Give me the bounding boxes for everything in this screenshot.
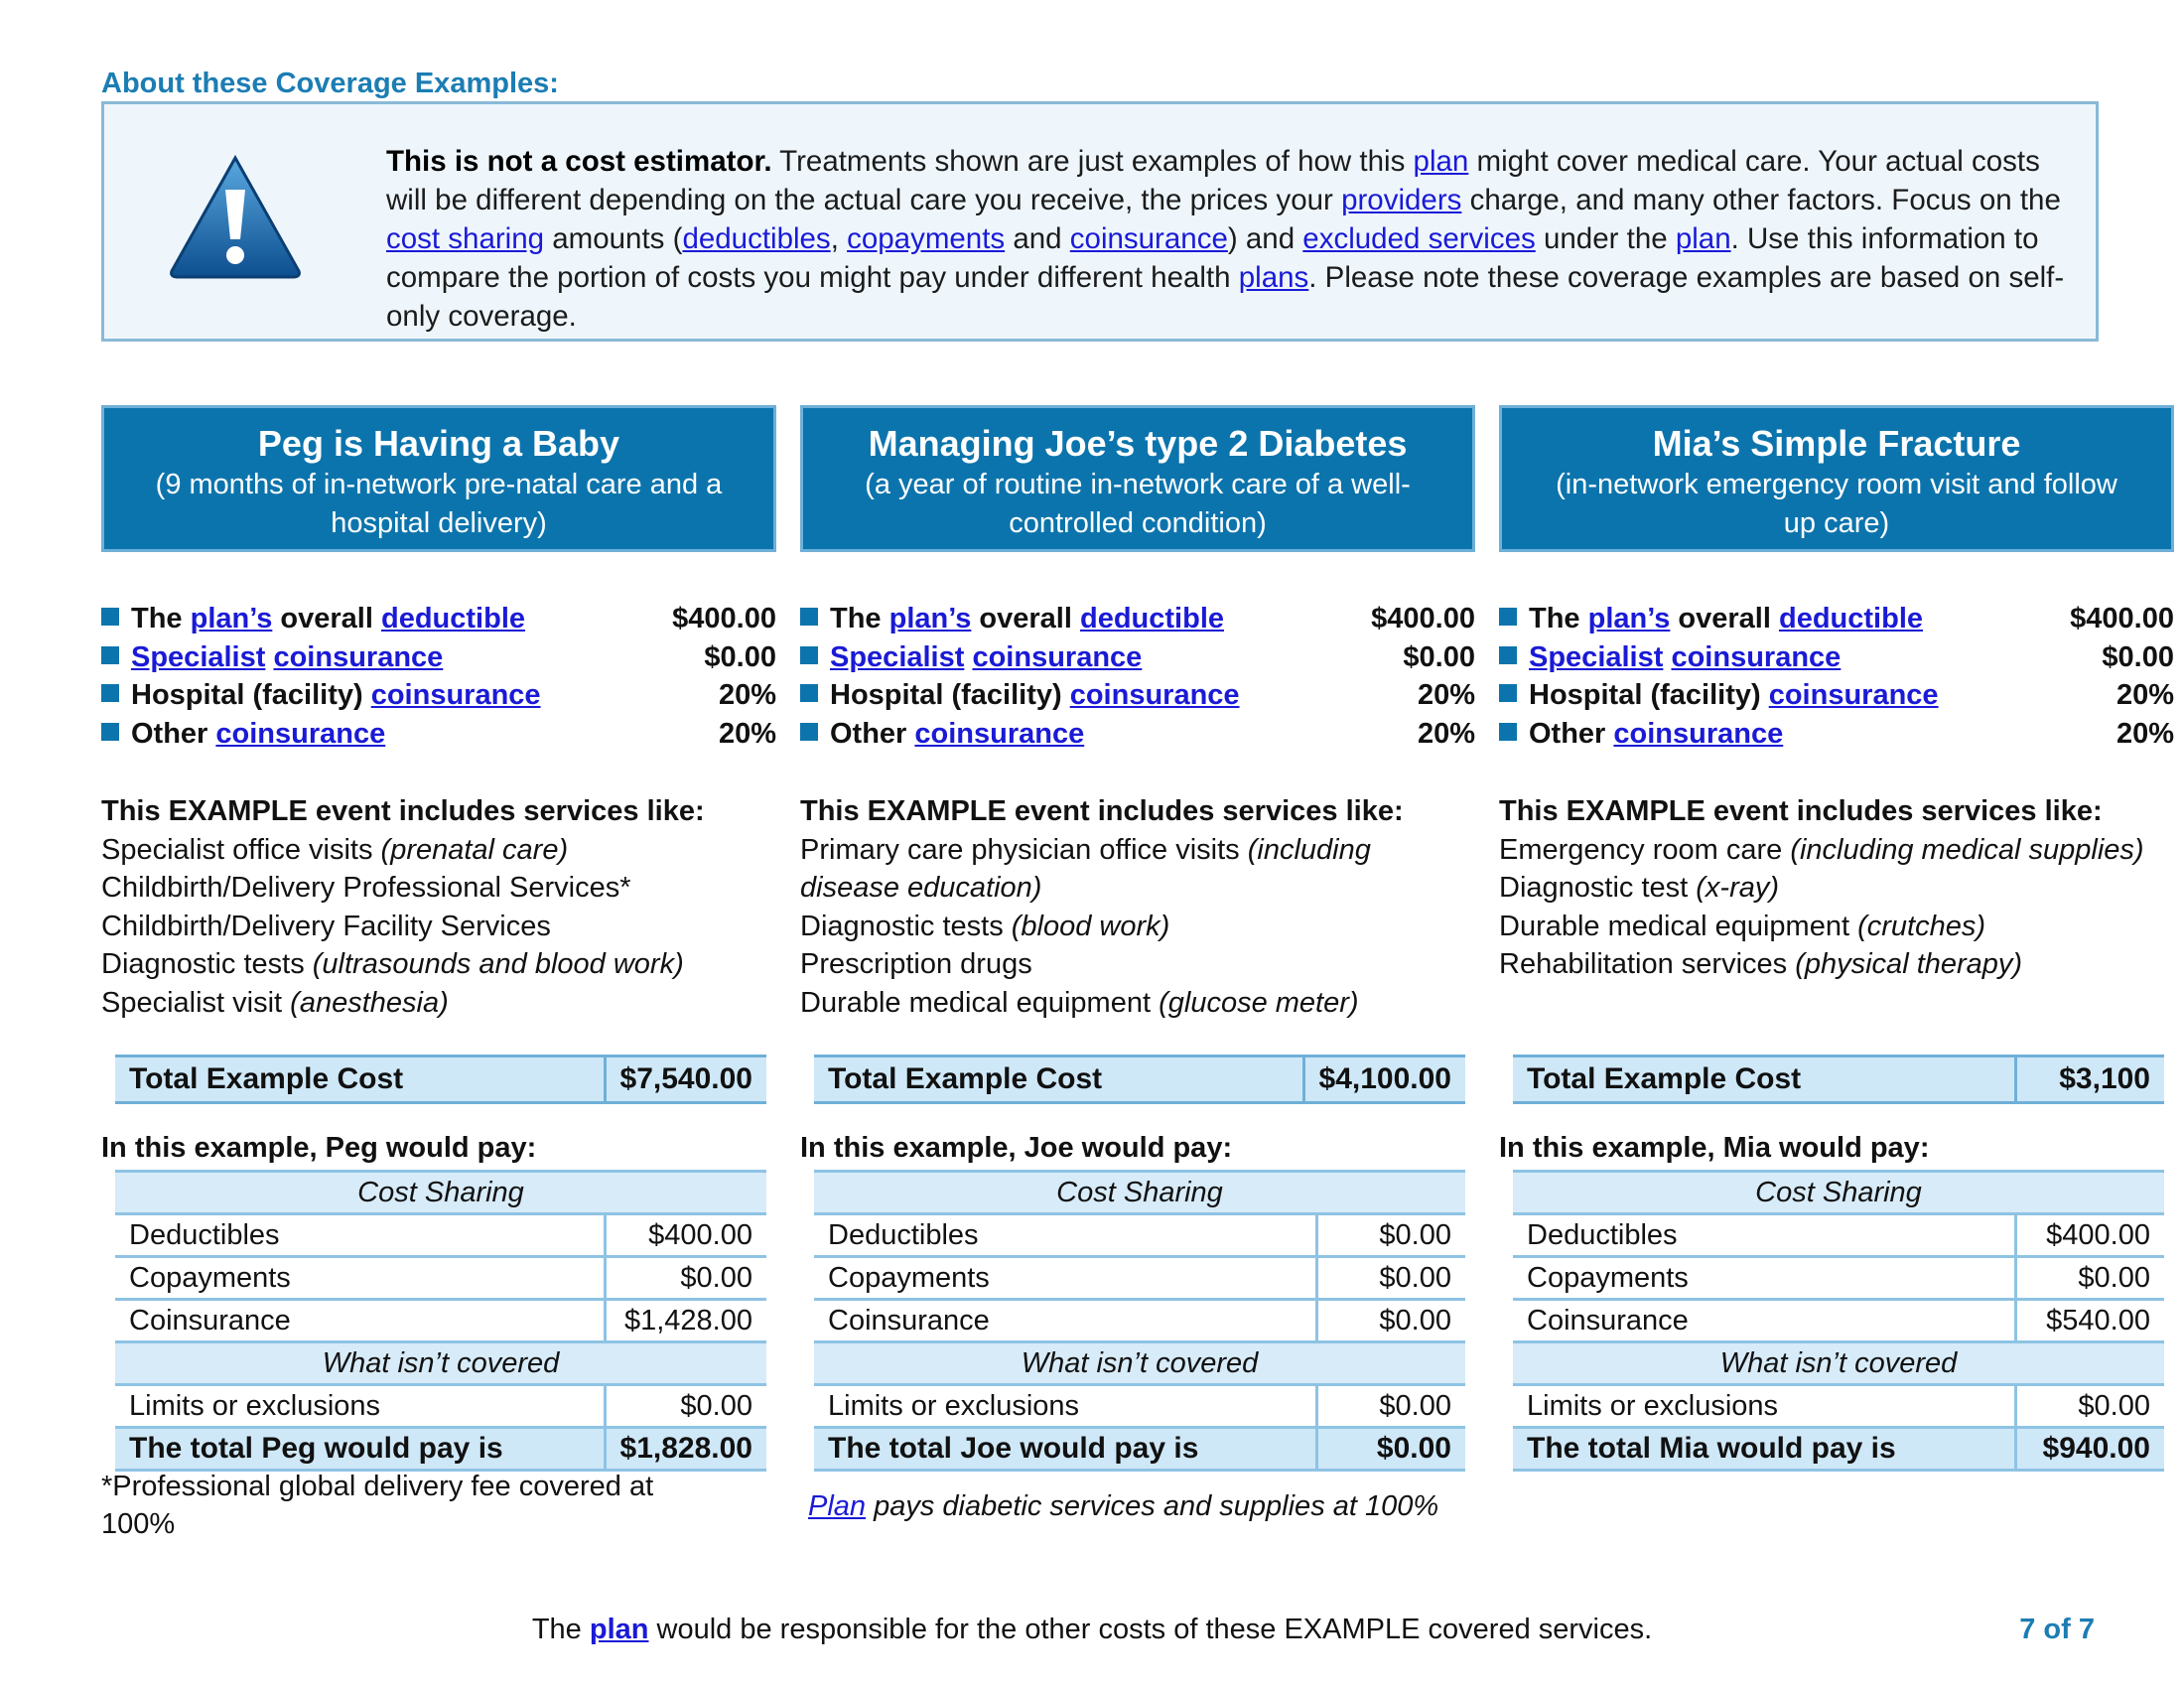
example-peg xyxy=(101,405,776,1540)
example-note xyxy=(101,1468,657,1543)
total-example-cost-label: Total Example Cost xyxy=(115,1056,605,1103)
example-header xyxy=(800,405,1475,552)
deductible-link[interactable]: deductible xyxy=(1079,603,1224,634)
specialist-link[interactable]: Specialist xyxy=(131,640,266,673)
cost-sharing-link[interactable]: cost sharing xyxy=(386,222,545,255)
copayments-link[interactable]: copayments xyxy=(847,222,1006,255)
pay-title: In this example, Peg would pay: xyxy=(101,1132,537,1164)
plan-summary-list xyxy=(800,600,1475,753)
deductible-value: $400.00 xyxy=(1371,603,1475,634)
service-text: Diagnostic tests xyxy=(101,948,313,980)
label-text: Hospital (facility) xyxy=(131,679,371,711)
service-text: Durable medical equipment xyxy=(800,986,1160,1019)
row-label: Deductibles xyxy=(814,1214,1317,1257)
specialist-row xyxy=(1499,638,2174,677)
row-value: $0.00 xyxy=(1317,1257,1466,1300)
row-value: $0.00 xyxy=(605,1257,766,1300)
total-row xyxy=(115,1428,766,1471)
row-value: $0.00 xyxy=(1317,1214,1466,1257)
plan-link[interactable]: Plan xyxy=(808,1490,867,1522)
hospital-value: 20% xyxy=(2116,679,2174,711)
row-value: $0.00 xyxy=(1317,1385,1466,1428)
plans-link[interactable]: plan’s xyxy=(190,603,273,634)
row-value: $400.00 xyxy=(605,1214,766,1257)
deductible-link[interactable]: deductible xyxy=(380,603,525,634)
deductible-row xyxy=(800,600,1475,638)
total-value: $0.00 xyxy=(1317,1428,1466,1471)
plan-link[interactable]: plan xyxy=(1413,145,1469,178)
table-row xyxy=(115,1385,766,1428)
bullet-square-icon xyxy=(800,684,818,702)
notice-text-6: and xyxy=(1005,222,1070,255)
example-title: Peg is Having a Baby xyxy=(257,423,620,464)
label-text: Other xyxy=(830,717,915,750)
total-example-cost-table xyxy=(814,1055,1465,1104)
row-label: Limits or exclusions xyxy=(115,1385,605,1428)
row-label: Copayments xyxy=(115,1257,605,1300)
other-value: 20% xyxy=(718,717,776,750)
example-subtitle: (in-network emergency room visit and follow up care) xyxy=(1556,469,2117,539)
notice-text xyxy=(386,142,2074,336)
service-detail: (including medical supplies) xyxy=(1790,833,2144,866)
services-list xyxy=(800,831,1475,1023)
service-detail: (x-ray) xyxy=(1696,872,1780,904)
service-item xyxy=(1499,908,2174,946)
service-text: Childbirth/Delivery Professional Services* xyxy=(101,872,631,904)
service-detail: (blood work) xyxy=(1011,910,1170,942)
row-label: Deductibles xyxy=(1513,1214,2016,1257)
coinsurance-link[interactable]: coinsurance xyxy=(1671,640,1842,673)
deductible-link[interactable]: deductible xyxy=(1778,603,1923,634)
services-list xyxy=(101,831,776,1023)
service-detail: (glucose meter) xyxy=(1159,986,1359,1019)
bullet-square-icon xyxy=(1499,723,1517,741)
example-header xyxy=(101,405,776,552)
hospital-value: 20% xyxy=(718,679,776,711)
coinsurance-link[interactable]: coinsurance xyxy=(914,717,1085,750)
service-text: Diagnostic test xyxy=(1499,872,1697,904)
page-number: 7 of 7 xyxy=(2019,1614,2095,1645)
table-row xyxy=(1513,1257,2164,1300)
specialist-row xyxy=(800,638,1475,677)
bullet-square-icon xyxy=(800,608,818,626)
services-title: This EXAMPLE event includes services like: xyxy=(101,795,705,827)
bullet-square-icon xyxy=(800,723,818,741)
coinsurance-link[interactable]: coinsurance xyxy=(1069,222,1228,255)
row-label: Coinsurance xyxy=(1513,1300,2016,1342)
row-label: Copayments xyxy=(814,1257,1317,1300)
other-row xyxy=(800,715,1475,754)
footer-text-2: would be responsible for the other costs of these EXAMPLE covered services. xyxy=(648,1614,1653,1645)
row-value: $0.00 xyxy=(2016,1385,2165,1428)
deductible-row xyxy=(1499,600,2174,638)
specialist-value: $0.00 xyxy=(1403,640,1475,673)
plan-link-2[interactable]: plan xyxy=(1675,222,1731,255)
table-row xyxy=(1513,1214,2164,1257)
notice-text-4: amounts ( xyxy=(544,222,683,255)
example-title: Managing Joe’s type 2 Diabetes xyxy=(868,423,1408,464)
bullet-square-icon xyxy=(1499,608,1517,626)
row-label: Limits or exclusions xyxy=(814,1385,1317,1428)
service-item xyxy=(101,831,776,870)
service-text: Specialist office visits xyxy=(101,833,381,866)
plans-link[interactable]: plans xyxy=(1238,261,1309,294)
label-text: Hospital (facility) xyxy=(1529,679,1769,711)
hospital-row xyxy=(101,676,776,715)
service-detail: (including disease education) xyxy=(800,833,1371,904)
coinsurance-link[interactable]: coinsurance xyxy=(1768,679,1939,711)
cost-sharing-table xyxy=(115,1170,766,1472)
label-text: overall xyxy=(1670,603,1779,634)
deductible-row xyxy=(101,600,776,638)
warning-icon xyxy=(166,152,305,281)
service-item xyxy=(101,869,776,908)
cost-sharing-table xyxy=(814,1170,1465,1472)
label-text: The xyxy=(131,603,191,634)
coinsurance-link[interactable]: coinsurance xyxy=(972,640,1143,673)
label-text: Hospital (facility) xyxy=(830,679,1070,711)
bullet-square-icon xyxy=(101,608,119,626)
specialist-link[interactable]: Specialist xyxy=(830,640,965,673)
bullet-square-icon xyxy=(101,684,119,702)
row-label: Coinsurance xyxy=(814,1300,1317,1342)
cost-sharing-heading: Cost Sharing xyxy=(1513,1172,2164,1214)
example-subtitle: (a year of routine in-network care of a well-controlled condition) xyxy=(865,469,1411,539)
cost-sharing-table xyxy=(1513,1170,2164,1472)
notice-text-5: , xyxy=(830,222,848,255)
service-item xyxy=(101,945,776,984)
service-detail: (ultrasounds and blood work) xyxy=(312,948,684,980)
notice-box xyxy=(101,101,2099,342)
service-detail: (anesthesia) xyxy=(290,986,449,1019)
other-value: 20% xyxy=(2116,717,2174,750)
table-row xyxy=(1513,1300,2164,1342)
service-item xyxy=(800,984,1475,1023)
providers-link[interactable]: providers xyxy=(1341,184,1462,216)
table-row xyxy=(814,1385,1465,1428)
row-value: $0.00 xyxy=(605,1385,766,1428)
bullet-square-icon xyxy=(800,646,818,664)
not-covered-heading: What isn’t covered xyxy=(115,1342,766,1385)
service-text: Durable medical equipment xyxy=(1499,910,1858,942)
coinsurance-link[interactable]: coinsurance xyxy=(273,640,444,673)
plan-link[interactable]: plan xyxy=(589,1614,649,1645)
service-item xyxy=(800,908,1475,946)
total-example-cost-value: $3,100 xyxy=(2016,1056,2165,1103)
other-row xyxy=(101,715,776,754)
row-value: $1,428.00 xyxy=(605,1300,766,1342)
row-value: $400.00 xyxy=(2016,1214,2165,1257)
coinsurance-link[interactable]: coinsurance xyxy=(370,679,541,711)
label-text: Other xyxy=(131,717,216,750)
bullet-square-icon xyxy=(1499,684,1517,702)
total-example-cost-label: Total Example Cost xyxy=(1513,1056,2016,1103)
deductible-value: $400.00 xyxy=(2070,603,2174,634)
note-text: *Professional global delivery fee covered at 100% xyxy=(101,1471,654,1540)
label-text: overall xyxy=(272,603,381,634)
not-covered-heading: What isn’t covered xyxy=(1513,1342,2164,1385)
plan-summary-list xyxy=(101,600,776,753)
notice-text-10: . Please note these coverage examples are based on self-only coverage. xyxy=(386,261,2065,333)
other-value: 20% xyxy=(1417,717,1475,750)
coinsurance-link[interactable]: coinsurance xyxy=(215,717,386,750)
label-text: The xyxy=(830,603,889,634)
service-detail: (prenatal care) xyxy=(380,833,569,866)
total-label: The total Mia would pay is xyxy=(1513,1428,2016,1471)
total-label: The total Peg would pay is xyxy=(115,1428,605,1471)
example-note xyxy=(808,1487,1463,1525)
service-detail: (crutches) xyxy=(1857,910,1986,942)
specialist-value: $0.00 xyxy=(2102,640,2174,673)
hospital-value: 20% xyxy=(1417,679,1475,711)
service-detail: (physical therapy) xyxy=(1795,948,2023,980)
pay-title: In this example, Mia would pay: xyxy=(1499,1132,1930,1164)
table-row xyxy=(115,1257,766,1300)
service-text: Diagnostic tests xyxy=(800,910,1012,942)
services-title: This EXAMPLE event includes services like: xyxy=(800,795,1404,827)
footer-text xyxy=(0,1614,2184,1646)
total-example-cost-table xyxy=(115,1055,766,1104)
notice-text-7: ) and xyxy=(1227,222,1303,255)
service-item xyxy=(1499,831,2174,870)
notice-text-9: . Use this information to compare the portion of costs you might pay under different health xyxy=(386,222,2039,294)
service-text: Rehabilitation services xyxy=(1499,948,1796,980)
specialist-link[interactable]: Specialist xyxy=(1529,640,1664,673)
notice-text-3: charge, and many other factors. Focus on the xyxy=(1461,184,2061,216)
notice-text-2: might cover medical care. Your actual costs will be different depending on the actual care you receive, the prices your xyxy=(386,145,2040,216)
specialist-row xyxy=(101,638,776,677)
total-value: $1,828.00 xyxy=(605,1428,766,1471)
service-text: Specialist visit xyxy=(101,986,291,1019)
example-header xyxy=(1499,405,2174,552)
service-item xyxy=(1499,945,2174,984)
example-mia xyxy=(1499,405,2174,1465)
service-item xyxy=(800,831,1475,908)
example-title: Mia’s Simple Fracture xyxy=(1652,423,2021,464)
total-row xyxy=(1513,1428,2164,1471)
label-text: The xyxy=(1529,603,1588,634)
service-text: Primary care physician office visits xyxy=(800,833,1248,866)
pay-title: In this example, Joe would pay: xyxy=(800,1132,1233,1164)
row-label: Limits or exclusions xyxy=(1513,1385,2016,1428)
total-example-cost-table xyxy=(1513,1055,2164,1104)
label-text: overall xyxy=(971,603,1080,634)
total-row xyxy=(814,1428,1465,1471)
service-item xyxy=(800,945,1475,984)
bullet-square-icon xyxy=(101,723,119,741)
total-label: The total Joe would pay is xyxy=(814,1428,1317,1471)
service-item xyxy=(101,984,776,1023)
table-row xyxy=(814,1300,1465,1342)
not-covered-heading: What isn’t covered xyxy=(814,1342,1465,1385)
row-label: Deductibles xyxy=(115,1214,605,1257)
example-joe xyxy=(800,405,1475,1522)
note-text: pays diabetic services and supplies at 100% xyxy=(866,1490,1439,1522)
notice-text-8: under the xyxy=(1535,222,1676,255)
row-value: $540.00 xyxy=(2016,1300,2165,1342)
coinsurance-link[interactable]: coinsurance xyxy=(1069,679,1240,711)
total-example-cost-value: $7,540.00 xyxy=(605,1056,766,1103)
specialist-value: $0.00 xyxy=(704,640,776,673)
cost-sharing-heading: Cost Sharing xyxy=(115,1172,766,1214)
label-text: Other xyxy=(1529,717,1614,750)
table-row xyxy=(1513,1385,2164,1428)
about-title: About these Coverage Examples: xyxy=(101,68,559,103)
bullet-square-icon xyxy=(101,646,119,664)
deductible-value: $400.00 xyxy=(672,603,776,634)
hospital-row xyxy=(800,676,1475,715)
row-value: $0.00 xyxy=(1317,1300,1466,1342)
total-example-cost-label: Total Example Cost xyxy=(814,1056,1303,1103)
service-text: Prescription drugs xyxy=(800,948,1032,980)
total-example-cost-value: $4,100.00 xyxy=(1303,1056,1465,1103)
row-label: Copayments xyxy=(1513,1257,2016,1300)
total-value: $940.00 xyxy=(2016,1428,2165,1471)
table-row xyxy=(115,1214,766,1257)
plans-link[interactable]: plan’s xyxy=(1587,603,1671,634)
footer-text-1: The xyxy=(531,1614,590,1645)
coinsurance-link[interactable]: coinsurance xyxy=(1613,717,1784,750)
service-item xyxy=(1499,869,2174,908)
table-row xyxy=(814,1257,1465,1300)
table-row xyxy=(115,1300,766,1342)
deductibles-link[interactable]: deductibles xyxy=(682,222,831,255)
row-label: Coinsurance xyxy=(115,1300,605,1342)
service-text: Emergency room care xyxy=(1499,833,1791,866)
example-subtitle: (9 months of in-network pre-natal care and a hospital delivery) xyxy=(155,469,723,539)
plans-link[interactable]: plan’s xyxy=(888,603,972,634)
notice-text-1: Treatments shown are just examples of how this xyxy=(771,145,1414,178)
hospital-row xyxy=(1499,676,2174,715)
excluded-services-link[interactable]: excluded services xyxy=(1302,222,1536,255)
service-item xyxy=(101,908,776,946)
services-list xyxy=(1499,831,2174,984)
bullet-square-icon xyxy=(1499,646,1517,664)
other-row xyxy=(1499,715,2174,754)
service-text: Childbirth/Delivery Facility Services xyxy=(101,910,551,942)
plan-summary-list xyxy=(1499,600,2174,753)
row-value: $0.00 xyxy=(2016,1257,2165,1300)
services-title: This EXAMPLE event includes services like: xyxy=(1499,795,2103,827)
cost-sharing-heading: Cost Sharing xyxy=(814,1172,1465,1214)
table-row xyxy=(814,1214,1465,1257)
notice-lead: This is not a cost estimator. xyxy=(386,145,772,178)
